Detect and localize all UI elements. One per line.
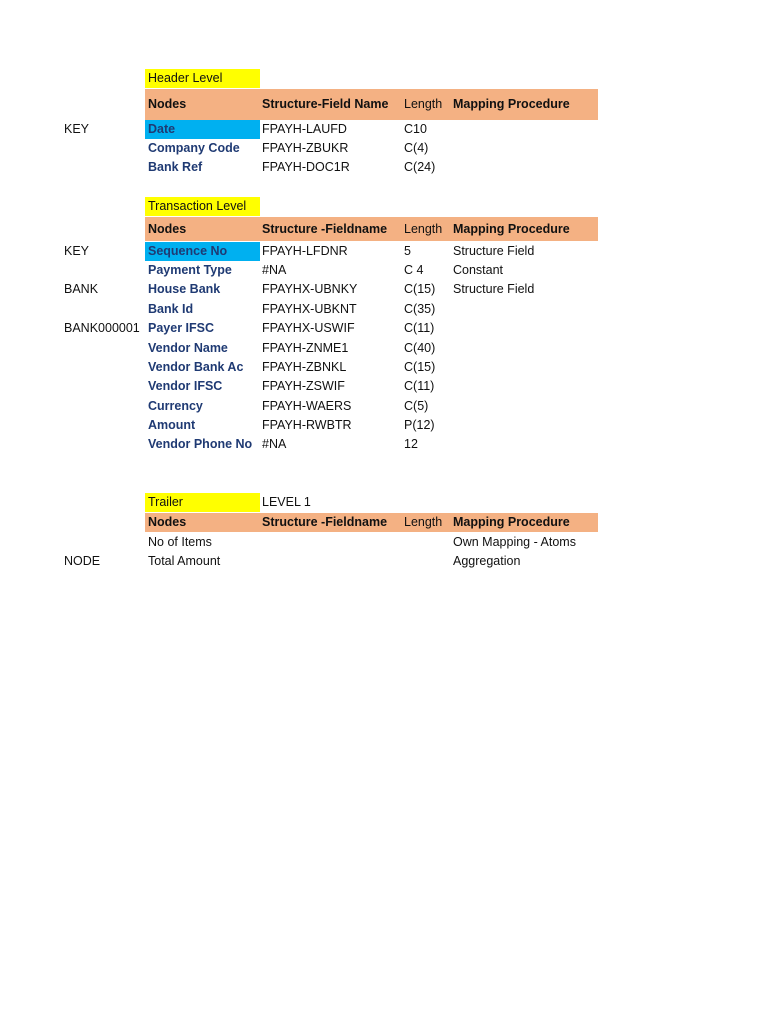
- column-header-length[interactable]: Length: [404, 515, 443, 529]
- structure-cell[interactable]: [262, 552, 400, 571]
- key-cell[interactable]: [64, 139, 144, 158]
- table-row: [0, 158, 768, 177]
- structure-cell[interactable]: FPAYH-RWBTR: [262, 418, 352, 432]
- mapping-cell[interactable]: Aggregation: [453, 554, 521, 568]
- trailer-section-title-row: [0, 493, 768, 512]
- transaction-section-column-headers: [145, 217, 598, 241]
- table-row: [0, 416, 768, 435]
- node-cell[interactable]: Payment Type: [148, 263, 232, 277]
- key-cell[interactable]: BANK: [64, 282, 99, 296]
- node-cell[interactable]: Vendor Name: [148, 341, 228, 355]
- node-cell[interactable]: Vendor Phone No: [148, 437, 253, 451]
- mapping-cell[interactable]: Constant: [453, 263, 504, 277]
- mapping-cell[interactable]: Own Mapping - Atoms: [453, 535, 576, 549]
- node-cell[interactable]: Currency: [148, 399, 203, 413]
- key-cell[interactable]: KEY: [64, 244, 90, 258]
- node-cell[interactable]: Vendor IFSC: [148, 379, 223, 393]
- structure-cell[interactable]: FPAYH-LFDNR: [262, 244, 348, 258]
- node-cell[interactable]: Amount: [148, 418, 196, 432]
- length-cell[interactable]: P(12): [404, 418, 435, 432]
- structure-cell[interactable]: FPAYH-ZSWIF: [262, 379, 345, 393]
- trailer-level-label[interactable]: LEVEL 1: [262, 495, 311, 509]
- structure-cell[interactable]: [262, 533, 400, 552]
- node-cell[interactable]: Vendor Bank Ac: [148, 360, 244, 374]
- column-header-nodes[interactable]: Nodes: [148, 515, 187, 529]
- structure-cell[interactable]: FPAYHX-USWIF: [262, 321, 355, 335]
- structure-cell[interactable]: FPAYHX-UBNKY: [262, 282, 358, 296]
- length-cell[interactable]: C 4: [404, 263, 424, 277]
- key-cell[interactable]: [64, 533, 144, 552]
- length-cell[interactable]: C(15): [404, 282, 436, 296]
- table-row: [0, 533, 768, 552]
- table-row: [0, 435, 768, 454]
- mapping-cell[interactable]: [453, 158, 598, 177]
- table-row: [0, 280, 768, 299]
- node-cell[interactable]: Bank Id: [148, 302, 194, 316]
- node-cell-selected[interactable]: Date: [145, 120, 260, 139]
- column-header-length[interactable]: Length: [404, 97, 443, 111]
- structure-cell[interactable]: FPAYH-DOC1R: [262, 160, 350, 174]
- mapping-cell[interactable]: [453, 300, 598, 319]
- table-row: [0, 377, 768, 396]
- key-cell[interactable]: [64, 358, 144, 377]
- key-cell[interactable]: [64, 397, 144, 416]
- length-cell[interactable]: C(24): [404, 160, 436, 174]
- mapping-cell[interactable]: [453, 319, 598, 338]
- key-cell[interactable]: [64, 377, 144, 396]
- transaction-section-title[interactable]: Transaction Level: [145, 197, 260, 216]
- key-cell[interactable]: KEY: [64, 122, 90, 136]
- length-cell[interactable]: 5: [404, 244, 411, 258]
- column-header-nodes[interactable]: Nodes: [148, 97, 187, 111]
- node-cell[interactable]: Payer IFSC: [148, 321, 215, 335]
- table-row: [0, 139, 768, 158]
- length-cell[interactable]: C(11): [404, 321, 435, 335]
- mapping-cell[interactable]: [453, 120, 598, 139]
- length-cell[interactable]: C(40): [404, 341, 436, 355]
- key-cell[interactable]: [64, 261, 144, 280]
- column-header-mapping[interactable]: Mapping Procedure: [453, 222, 570, 236]
- transaction-section-title-row: [0, 197, 768, 216]
- node-cell[interactable]: Bank Ref: [148, 160, 203, 174]
- length-cell[interactable]: C(11): [404, 379, 435, 393]
- structure-cell[interactable]: FPAYH-LAUFD: [262, 122, 347, 136]
- table-row: [0, 397, 768, 416]
- mapping-cell[interactable]: Structure Field: [453, 282, 535, 296]
- structure-cell[interactable]: FPAYH-ZNME1: [262, 341, 349, 355]
- key-cell[interactable]: NODE: [64, 554, 101, 568]
- structure-cell[interactable]: FPAYH-WAERS: [262, 399, 352, 413]
- trailer-section-title[interactable]: Trailer: [145, 493, 260, 512]
- mapping-cell[interactable]: [453, 416, 598, 435]
- header-section-title-row: [0, 69, 768, 88]
- mapping-cell[interactable]: [453, 139, 598, 158]
- column-header-mapping[interactable]: Mapping Procedure: [453, 515, 570, 529]
- length-cell[interactable]: C10: [404, 122, 427, 136]
- length-cell[interactable]: C(15): [404, 360, 436, 374]
- table-row: [0, 242, 768, 261]
- key-cell[interactable]: [64, 339, 144, 358]
- length-cell[interactable]: [404, 533, 450, 552]
- node-cell[interactable]: No of Items: [148, 535, 212, 549]
- node-cell[interactable]: Total Amount: [148, 554, 221, 568]
- mapping-cell[interactable]: [453, 397, 598, 416]
- structure-cell[interactable]: #NA: [262, 437, 287, 451]
- table-row: [0, 552, 768, 571]
- structure-cell[interactable]: FPAYH-ZBNKL: [262, 360, 347, 374]
- structure-cell[interactable]: FPAYH-ZBUKR: [262, 141, 349, 155]
- mapping-cell[interactable]: [453, 435, 598, 454]
- key-cell[interactable]: [64, 158, 144, 177]
- structure-cell[interactable]: #NA: [262, 263, 287, 277]
- node-cell-selected[interactable]: Sequence No: [145, 242, 260, 261]
- mapping-cell[interactable]: [453, 377, 598, 396]
- table-row: [0, 358, 768, 377]
- table-row: [0, 300, 768, 319]
- key-cell[interactable]: BANK000001: [64, 321, 140, 335]
- column-header-mapping[interactable]: Mapping Procedure: [453, 97, 570, 111]
- column-header-nodes[interactable]: Nodes: [148, 222, 187, 236]
- header-section-title[interactable]: Header Level: [145, 69, 260, 88]
- column-header-structure[interactable]: Structure -Fieldname: [262, 222, 388, 236]
- trailer-section-column-headers: [145, 513, 598, 532]
- mapping-cell[interactable]: Structure Field: [453, 244, 535, 258]
- key-cell[interactable]: [64, 435, 144, 454]
- column-header-structure[interactable]: Structure-Field Name: [262, 97, 389, 111]
- header-section-column-headers: [145, 89, 598, 120]
- node-cell[interactable]: Company Code: [148, 141, 240, 155]
- key-cell[interactable]: [64, 416, 144, 435]
- mapping-cell[interactable]: [453, 339, 598, 358]
- table-row: [0, 339, 768, 358]
- length-cell[interactable]: C(35): [404, 302, 436, 316]
- length-cell[interactable]: 12: [404, 437, 418, 451]
- table-row: [0, 319, 768, 338]
- mapping-cell[interactable]: [453, 358, 598, 377]
- length-cell[interactable]: C(4): [404, 141, 429, 155]
- column-header-structure[interactable]: Structure -Fieldname: [262, 515, 388, 529]
- length-cell[interactable]: C(5): [404, 399, 429, 413]
- table-row: [0, 261, 768, 280]
- table-row: [0, 120, 768, 139]
- node-cell[interactable]: House Bank: [148, 282, 221, 296]
- column-header-length[interactable]: Length: [404, 222, 443, 236]
- key-cell[interactable]: [64, 300, 144, 319]
- length-cell[interactable]: [404, 552, 450, 571]
- structure-cell[interactable]: FPAYHX-UBKNT: [262, 302, 357, 316]
